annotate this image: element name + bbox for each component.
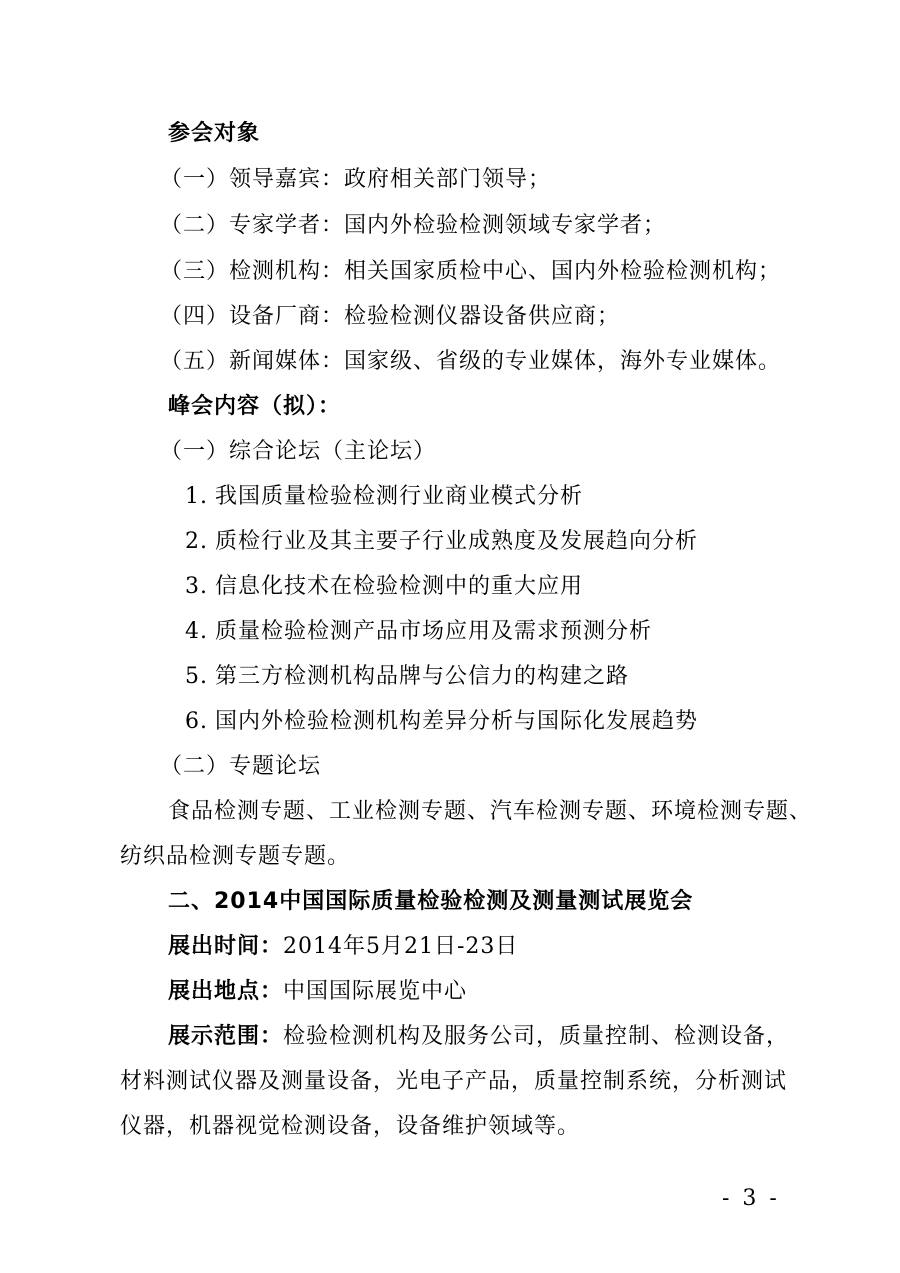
topic-number: 5. [185, 664, 208, 689]
page-number: - 3 - [722, 1186, 780, 1211]
participants-heading: 参会对象 [168, 121, 261, 146]
exhibition-place-value: 中国国际展览中心 [283, 979, 468, 1004]
exhibition-scope-label: 展示范围： [168, 1024, 284, 1049]
participant-item-leaders: （一）领导嘉宾：政府相关部门领导； [160, 167, 552, 192]
topic-number: 2. [185, 529, 208, 554]
exhibition-heading: 二、2014中国国际质量检验检测及测量测试展览会 [168, 889, 694, 914]
topic-text: 我国质量检验检测行业商业模式分析 [215, 484, 584, 509]
topic-number: 1. [185, 484, 208, 509]
topic-number: 4. [185, 619, 208, 644]
forum2-title: （二）专题论坛 [160, 754, 322, 779]
participant-item-vendors: （四）设备厂商：检验检测仪器设备供应商； [160, 304, 621, 329]
topic-item [185, 527, 698, 557]
participant-item-media: （五）新闻媒体：国家级、省级的专业媒体，海外专业媒体。 [160, 349, 782, 374]
topic-item [185, 572, 583, 602]
topic-item [185, 662, 629, 692]
content-heading: 峰会内容（拟）： [168, 394, 342, 419]
forum2-text-line1: 食品检测专题、工业检测专题、汽车检测专题、环境检测专题、 [168, 799, 813, 824]
topic-item [185, 707, 698, 737]
topic-text: 国内外检验检测机构差异分析与国际化发展趋势 [215, 709, 699, 734]
exhibition-place [168, 977, 467, 1007]
topic-item [185, 482, 583, 512]
topic-text: 第三方检测机构品牌与公信力的构建之路 [215, 664, 630, 689]
exhibition-time-value: 2014年5月21日-23日 [283, 934, 519, 959]
exhibition-time-label: 展出时间： [168, 934, 284, 959]
topic-text: 质检行业及其主要子行业成熟度及发展趋向分析 [215, 529, 699, 554]
forum2-text-line2: 纺织品检测专题专题。 [120, 844, 351, 869]
participant-item-institutions: （三）检测机构：相关国家质检中心、国内外检验检测机构； [160, 259, 782, 284]
exhibition-scope-line3: 仪器，机器视觉检测设备，设备维护领域等。 [120, 1114, 581, 1139]
topic-item [185, 617, 652, 647]
exhibition-scope-line1: 检验检测机构及服务公司，质量控制、检测设备， [283, 1024, 790, 1049]
topic-number: 6. [185, 709, 208, 734]
topic-number: 3. [185, 574, 208, 599]
topic-text: 信息化技术在检验检测中的重大应用 [215, 574, 584, 599]
forum1-title: （一）综合论坛（主论坛） [160, 439, 437, 464]
exhibition-time [168, 932, 518, 962]
topic-text: 质量检验检测产品市场应用及需求预测分析 [215, 619, 653, 644]
exhibition-place-label: 展出地点： [168, 979, 284, 1004]
exhibition-scope-line2: 材料测试仪器及测量设备，光电子产品，质量控制系统，分析测试 [120, 1069, 788, 1094]
participant-item-experts: （二）专家学者：国内外检验检测领域专家学者； [160, 213, 667, 238]
exhibition-scope [168, 1022, 789, 1052]
